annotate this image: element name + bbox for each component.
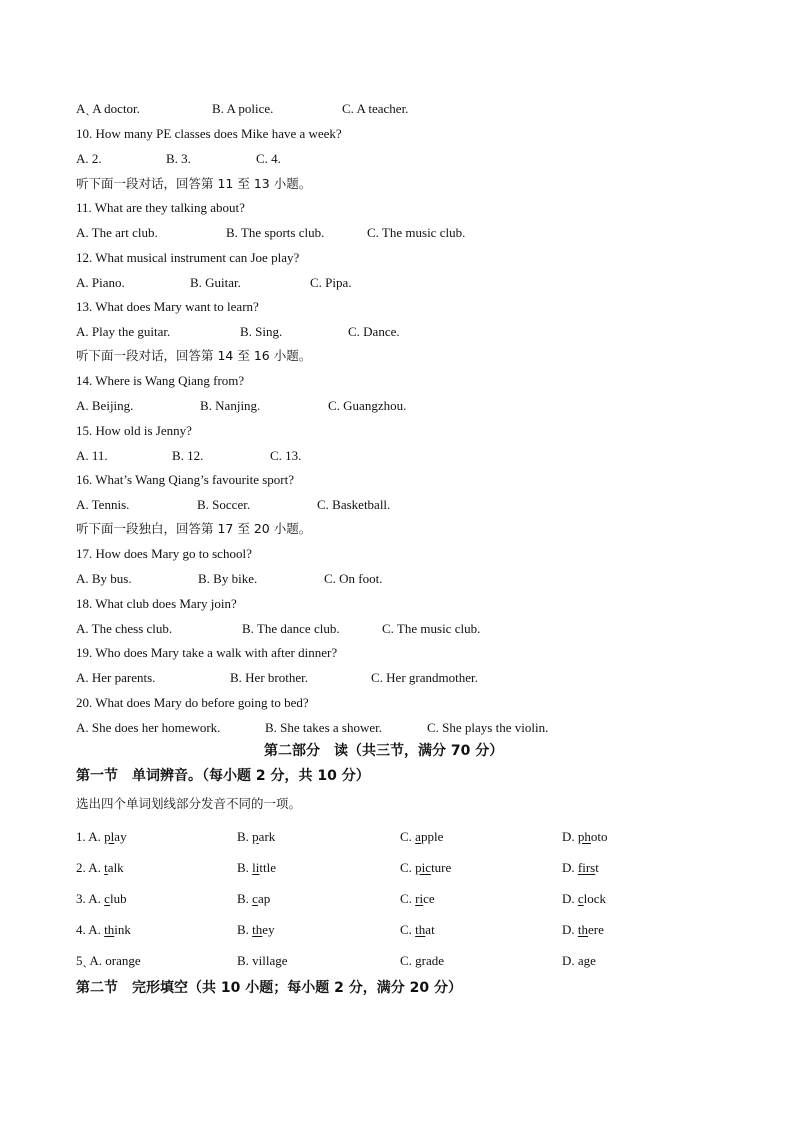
section-one-title: 第一节 单词辨音。（每小题 2 分，共 10 分）: [76, 768, 370, 784]
option-b: B. The dance club.: [242, 621, 340, 636]
option-c: C. The music club.: [382, 621, 481, 636]
option-c: C. 13.: [270, 448, 302, 463]
phon-option-d: D. clock: [562, 891, 607, 906]
phon-option-a: 4. A. think: [76, 922, 131, 937]
option-b: B. Guitar.: [190, 275, 241, 290]
phon-option-c: C. rice: [400, 891, 435, 906]
phon-option-b: B. they: [237, 922, 275, 937]
option-c: C. Dance.: [348, 324, 400, 339]
phon-option-a: 3. A. club: [76, 891, 127, 906]
option-a: A. 11.: [76, 448, 108, 463]
phon-option-a: 2. A. talk: [76, 860, 124, 875]
phon-option-b: B. little: [237, 860, 277, 875]
question-15: 15. How old is Jenny?: [76, 423, 192, 438]
phon-option-c: C. that: [400, 922, 435, 937]
question-19: 19. Who does Mary take a walk with after dinner?: [76, 645, 338, 660]
option-b: B. She takes a shower.: [265, 720, 382, 735]
section-two-title: 第二节 完形填空（共 10 小题；每小题 2 分，满分 20 分）: [76, 980, 462, 996]
option-c: C. She plays the violin.: [427, 720, 549, 735]
phon-option-b: B. park: [237, 829, 276, 844]
option-c: C. Guangzhou.: [328, 398, 407, 413]
option-b: B. Nanjing.: [200, 398, 261, 413]
question-11: 11. What are they talking about?: [76, 200, 245, 215]
option-a: A. 2.: [76, 151, 102, 166]
phon-option-b: B. village: [237, 953, 288, 968]
option-a: A. Beijing.: [76, 398, 134, 413]
question-14: 14. Where is Wang Qiang from?: [76, 373, 245, 388]
phonetics-row-2: [76, 860, 716, 876]
instruction-17-20: 听下面一段独白，回答第 17 至 20 小题。: [76, 521, 312, 536]
option-a: A. Tennis.: [76, 497, 130, 512]
section-one-instruction: 选出四个单词划线部分发音不同的一项。: [76, 796, 302, 811]
phonetics-row-5: [76, 953, 716, 969]
phon-option-d: D. photo: [562, 829, 608, 844]
option-c: C. 4.: [256, 151, 281, 166]
phon-option-c: C. picture: [400, 860, 452, 875]
option-b: B. Soccer.: [197, 497, 251, 512]
option-a: A. The art club.: [76, 225, 158, 240]
option-a: A. Her parents.: [76, 670, 156, 685]
option-c: C. On foot.: [324, 571, 383, 586]
question-16: 16. What’s Wang Qiang’s favourite sport?: [76, 472, 294, 487]
option-b: B. 3.: [166, 151, 191, 166]
option-b: B. By bike.: [198, 571, 258, 586]
phonetics-row-1: [76, 829, 716, 845]
option-a: A. By bus.: [76, 571, 132, 586]
phon-option-a: 5ˎ A. orange: [76, 953, 141, 968]
option-a: A. Play the guitar.: [76, 324, 171, 339]
question-10: 10. How many PE classes does Mike have a week?: [76, 126, 342, 141]
option-b: B. Sing.: [240, 324, 283, 339]
question-12: 12. What musical instrument can Joe play?: [76, 250, 300, 265]
option-c: C. A teacher.: [342, 101, 409, 116]
option-c: C. Her grandmother.: [371, 670, 478, 685]
phon-option-a: 1. A. play: [76, 829, 127, 844]
question-20: 20. What does Mary do before going to bed?: [76, 695, 309, 710]
option-b: B. 12.: [172, 448, 204, 463]
phonetics-row-3: [76, 891, 716, 907]
option-a: A. The chess club.: [76, 621, 173, 636]
phon-option-d: D. age: [562, 953, 596, 968]
phonetics-row-4: [76, 922, 716, 938]
phon-option-b: B. cap: [237, 891, 271, 906]
option-b: B. Her brother.: [230, 670, 308, 685]
instruction-14-16: 听下面一段对话，回答第 14 至 16 小题。: [76, 348, 312, 363]
question-17: 17. How does Mary go to school?: [76, 546, 252, 561]
phon-option-c: C. grade: [400, 953, 445, 968]
question-18: 18. What club does Mary join?: [76, 596, 237, 611]
phon-option-d: D. there: [562, 922, 604, 937]
option-a: A. Piano.: [76, 275, 125, 290]
option-c: C. The music club.: [367, 225, 466, 240]
option-a: Aˎ A doctor.: [76, 101, 140, 116]
option-b: B. The sports club.: [226, 225, 325, 240]
option-c: C. Pipa.: [310, 275, 352, 290]
instruction-11-13: 听下面一段对话，回答第 11 至 13 小题。: [76, 176, 312, 191]
option-a: A. She does her homework.: [76, 720, 221, 735]
option-b: B. A police.: [212, 101, 274, 116]
phon-option-d: D. first: [562, 860, 599, 875]
phon-option-c: C. apple: [400, 829, 444, 844]
option-c: C. Basketball.: [317, 497, 391, 512]
question-13: 13. What does Mary want to learn?: [76, 299, 259, 314]
part-two-title: 第二部分 读（共三节，满分 70 分）: [264, 743, 504, 759]
